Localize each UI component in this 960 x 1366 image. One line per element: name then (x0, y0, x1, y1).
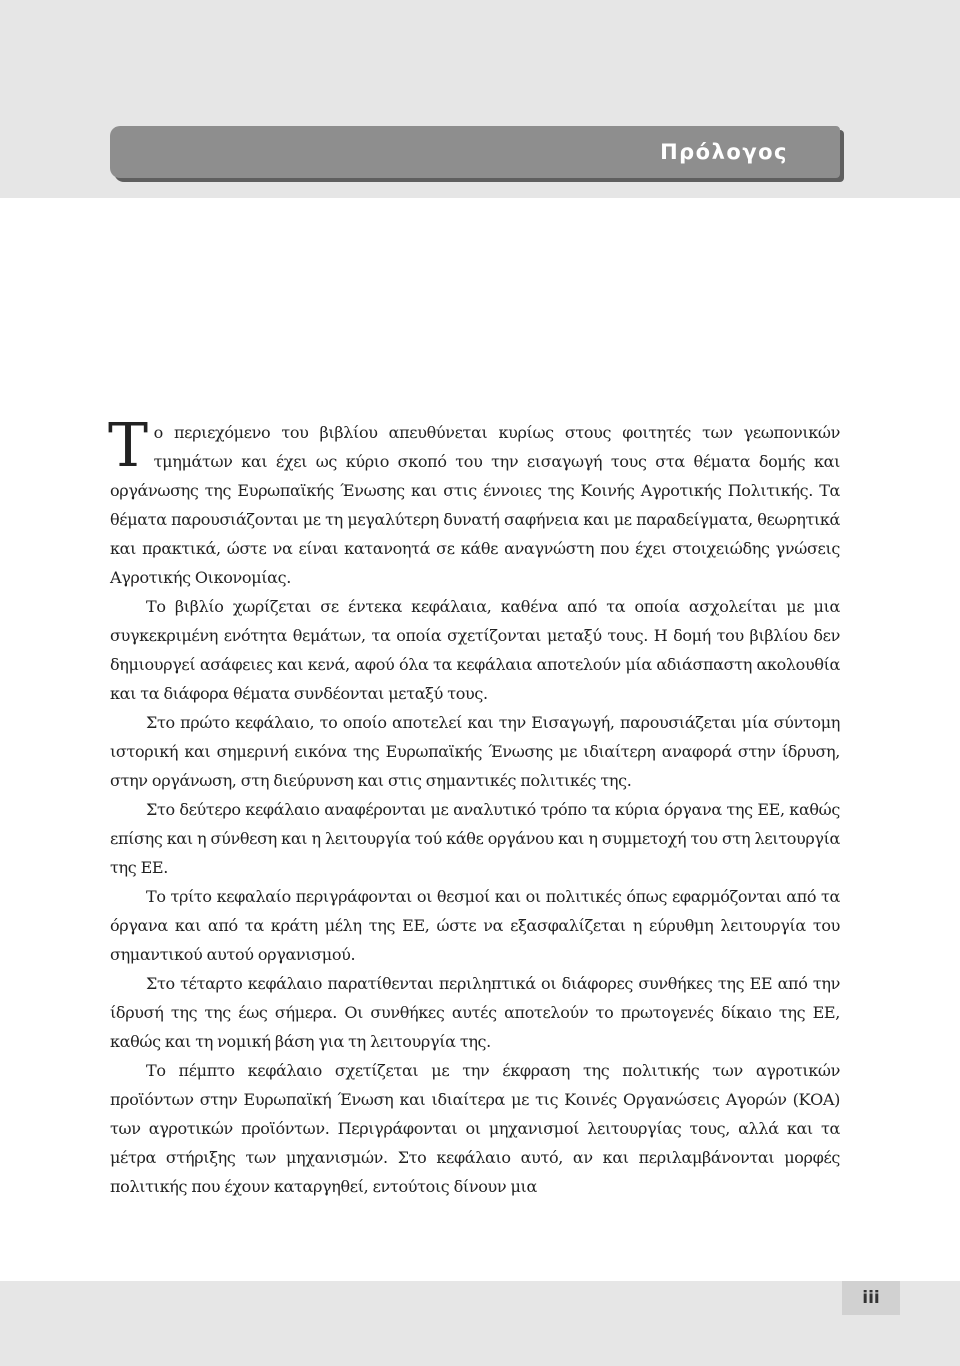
chapter-title-bar (110, 126, 840, 178)
drop-cap: Τ (108, 411, 148, 481)
paragraph-1 (108, 411, 840, 592)
page-number: iii (842, 1281, 900, 1315)
preface-body (108, 411, 840, 1201)
paragraph-6: Στο τέταρτο κεφάλαιο παρατίθενται περιληπτικά οι διάφορες συνθήκες της ΕΕ από την ίδρυσή της της έως σήμερα. Οι συνθήκες αυτές αποτελούν το πρωτογενές δίκαιο της ΕΕ, καθώς και τη νομική βάση για τη λειτουργία της. (110, 974, 840, 1051)
footer-band (0, 1281, 960, 1366)
header-band (0, 0, 960, 198)
paragraph-3: Στο πρώτο κεφάλαιο, το οποίο αποτελεί και την Εισαγωγή, παρουσιάζεται μία σύντομη ιστορική και σημερινή εικόνα της Ευρωπαϊκής Ένωσης με ιδιαίτερη αναφορά στην ίδρυση, στην οργάνωση, στη διεύρυνση και στις σημαντικές πολιτικές της. (110, 713, 840, 790)
paragraph-7: Το πέμπτο κεφάλαιο σχετίζεται με την έκφραση της πολιτικής των αγροτικών προϊόντων στην Ευρωπαϊκή Ένωση και ιδιαίτερα με τις Κοινές Οργανώσεις Αγορών (ΚΟΑ) των αγροτικών προϊόντων. Περιγράφονται οι μηχανισμοί λειτουργίας τους, αλλά και τα μέτρα στήριξης των μηχανισμών. Στο κεφάλαιο αυτό, αν και περιλαμβάνονται μορφές πολιτικής που έχουν καταργηθεί, εντούτοις δίνουν μια (110, 1061, 840, 1196)
paragraph-2: Το βιβλίο χωρίζεται σε έντεκα κεφάλαια, καθένα από τα οποία ασχολείται με μια συγκεκριμένη ενότητα θεμάτων, τα οποία σχετίζονται μεταξύ τους. Η δομή του βιβλίου δεν δημιουργεί ασάφειες και κενά, αφού όλα τα κεφάλαια αποτελούν μία αδιάσπαστη ακολουθία και τα διάφορα θέματα συνδέονται μεταξύ τους. (110, 597, 840, 703)
paragraph-4: Στο δεύτερο κεφάλαιο αναφέρονται με αναλυτικό τρόπο τα κύρια όργανα της ΕΕ, καθώς επίσης και η σύνθεση και η λειτουργία τού κάθε οργάνου και η συμμετοχή του στη λειτουργία της ΕΕ. (110, 800, 840, 877)
paragraph-5: Το τρίτο κεφαλαίο περιγράφονται οι θεσμοί και οι πολιτικές όπως εφαρμόζονται από τα όργανα και από τα κράτη μέλη της ΕΕ, ώστε να εξασφαλίζεται η εύρυθμη λειτουργία του σημαντικού αυτού οργανισμού. (110, 887, 840, 964)
paragraph-1-text: ο περιεχόμενο του βιβλίου απευθύνεται κυρίως στους φοιτητές των γεωπονικών τμημάτων και έχει ως κύριο σκοπό του την εισαγωγή τους στα θέματα δομής και οργάνωσης της Ευρωπαϊκής Ένωσης και στις έννοιες της Κοινής Αγροτικής Πολιτικής. Τα θέματα παρουσιάζονται με τη μεγαλύτερη δυνατή σαφήνεια και με παραδείγματα, θεωρητικά και πρακτικά, ώστε να είναι κατανοητά σε κάθε αναγνώστη που έχει στοιχειώδης γνώσεις Αγροτικής Οικονομίας. (110, 423, 840, 587)
chapter-title: Πρόλογος (660, 140, 788, 164)
